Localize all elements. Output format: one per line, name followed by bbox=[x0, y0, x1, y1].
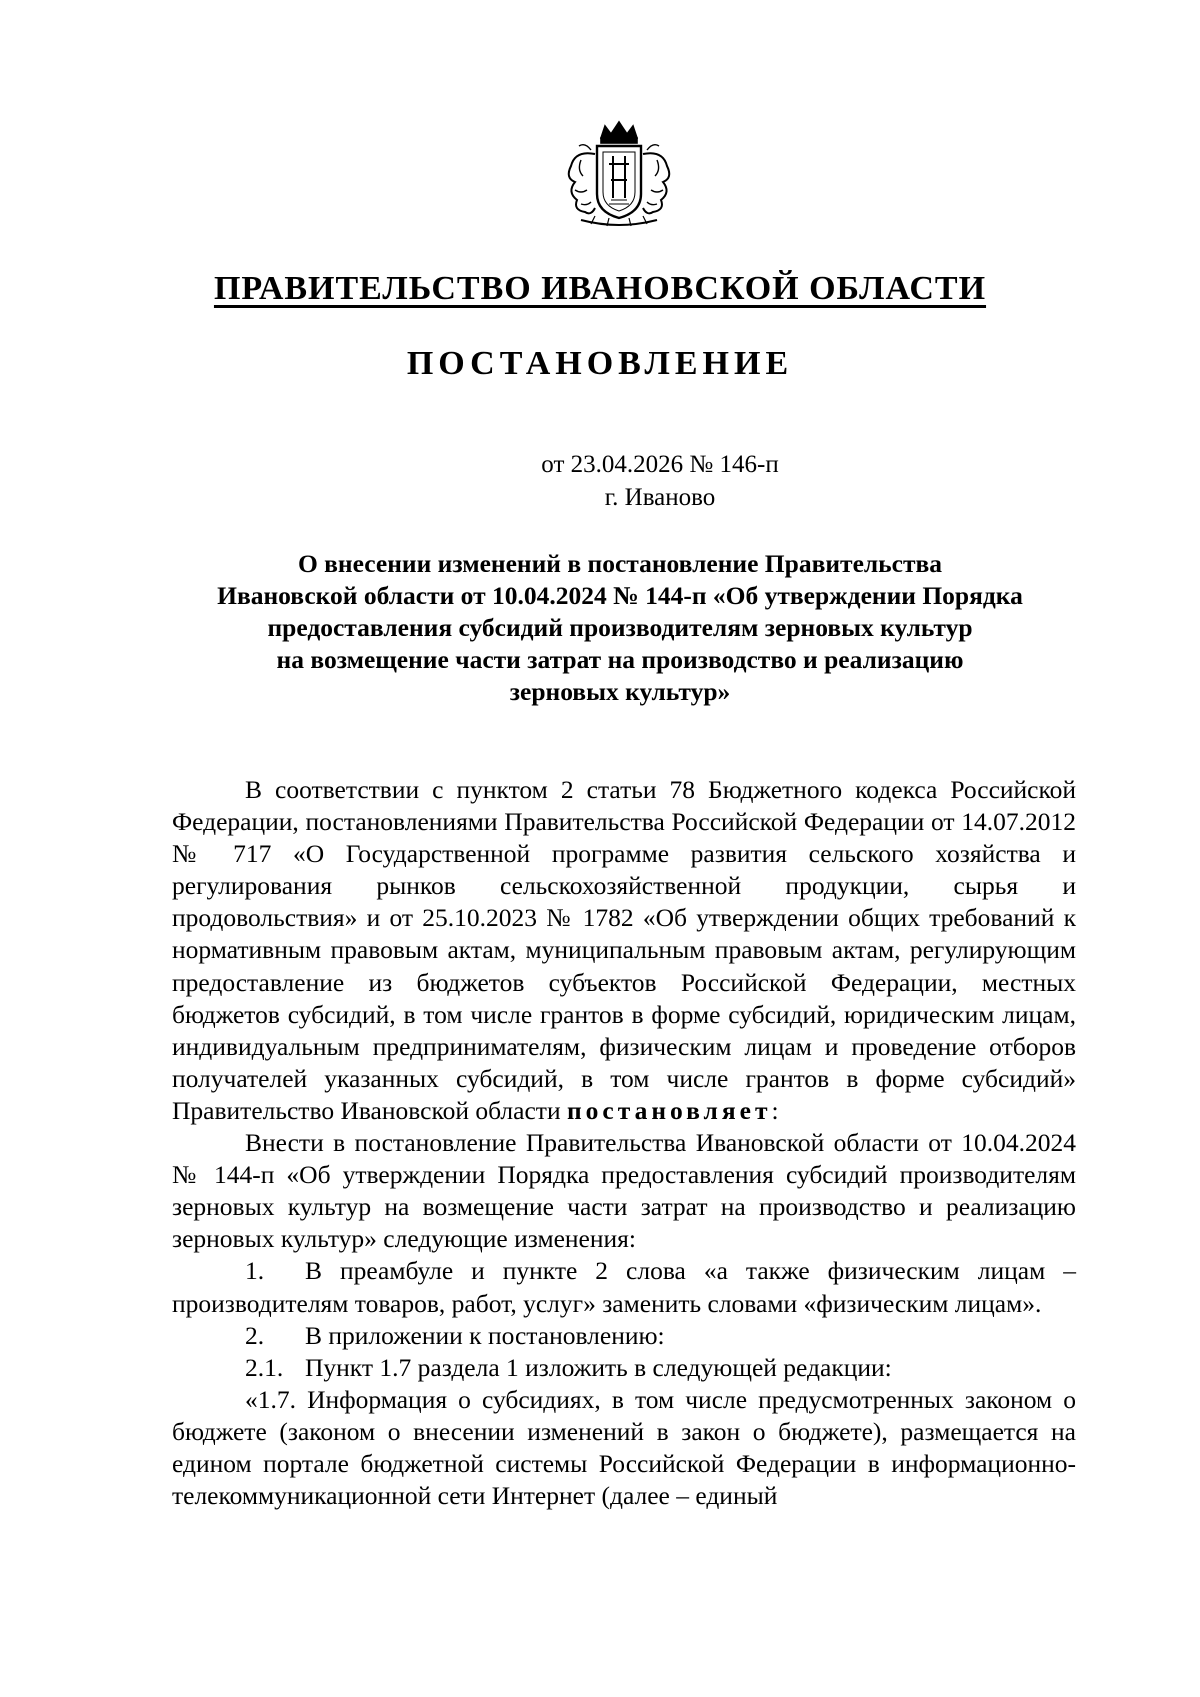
title-line: О внесении изменений в постановление Правительства bbox=[297, 549, 943, 578]
item-number: 1. bbox=[245, 1256, 265, 1286]
title-line: зерновых культур» bbox=[509, 677, 731, 706]
document-type: ПОСТАНОВЛЕНИЕ bbox=[406, 345, 794, 382]
item-1 bbox=[172, 1255, 1076, 1319]
government-name bbox=[0, 270, 1200, 308]
item-2 bbox=[172, 1320, 1076, 1352]
item-number: 2. bbox=[245, 1320, 265, 1350]
title-line: Ивановской области от 10.04.2024 № 144-п «Об утверждении Порядка bbox=[217, 581, 1023, 610]
preamble-colon: : bbox=[771, 1095, 779, 1125]
document-body bbox=[172, 774, 1076, 1512]
amend-paragraph: Внести в постановление Правительства Ивановской области от 10.04.2024 № 144-п «Об утверждении Порядка предоставления субсидий производителям зерновых культур на возмещение части затрат на производство и реализацию зерновых культур» следующие изменения: bbox=[172, 1128, 1076, 1254]
title-line: на возмещение части затрат на производство и реализацию bbox=[276, 645, 964, 674]
coat-of-arms-icon bbox=[551, 120, 687, 232]
preamble-paragraph bbox=[172, 774, 1076, 1127]
item-text: Пункт 1.7 раздела 1 изложить в следующей редакции: bbox=[305, 1352, 892, 1382]
date-number: от 23.04.2026 № 146-п bbox=[541, 451, 779, 478]
title-line: предоставления субсидий производителям зерновых культур bbox=[267, 613, 973, 642]
quoted-text: «1.7. Информация о субсидиях, в том числе предусмотренных законом о бюджете (законом о внесении изменений в закон о бюджете), размещается на едином портале бюджетной системы Российской Федерации в информационно-телекоммуникационной сети Интернет (далее – единый bbox=[172, 1384, 1076, 1511]
document-title bbox=[170, 548, 1070, 708]
item-2-1 bbox=[172, 1352, 1076, 1384]
resolves-word: постановляет bbox=[566, 1095, 772, 1125]
government-name-text: ПРАВИТЕЛЬСТВО ИВАНОВСКОЙ ОБЛАСТИ bbox=[213, 270, 987, 307]
preamble-text: В соответствии с пунктом 2 статьи 78 Бюджетного кодекса Российской Федерации, постановлениями Правительства Российской Федерации от 14.07.2012 № 717 «О Государственной программе развития сельского хозяйства и регулирования рынков сельскохозяйственной продукции, сырья и продовольствия» и от 25.10.2023 № 1782 «Об утверждении общих требований к нормативным правовым актам, муниципальным правовым актам, регулирующим предоставление из бюджетов субъектов Российской Федерации, местных бюджетов субсидий, в том числе грантов в форме субсидий, юридическим лицам, индивидуальным предпринимателям, физическим лицам и проведение отборов получателей указанных субсидий, в том числе грантов в форме субсидий» Правительство Ивановской области bbox=[172, 775, 1076, 1125]
item-text: В преамбуле и пункте 2 слова «а также физическим лицам – производителям товаров, работ, услуг» заменить словами «физическим лицам». bbox=[172, 1256, 1076, 1318]
item-number: 2.1. bbox=[245, 1352, 284, 1382]
item-text: В приложении к постановлению: bbox=[305, 1320, 665, 1350]
city: г. Иваново bbox=[604, 484, 716, 511]
